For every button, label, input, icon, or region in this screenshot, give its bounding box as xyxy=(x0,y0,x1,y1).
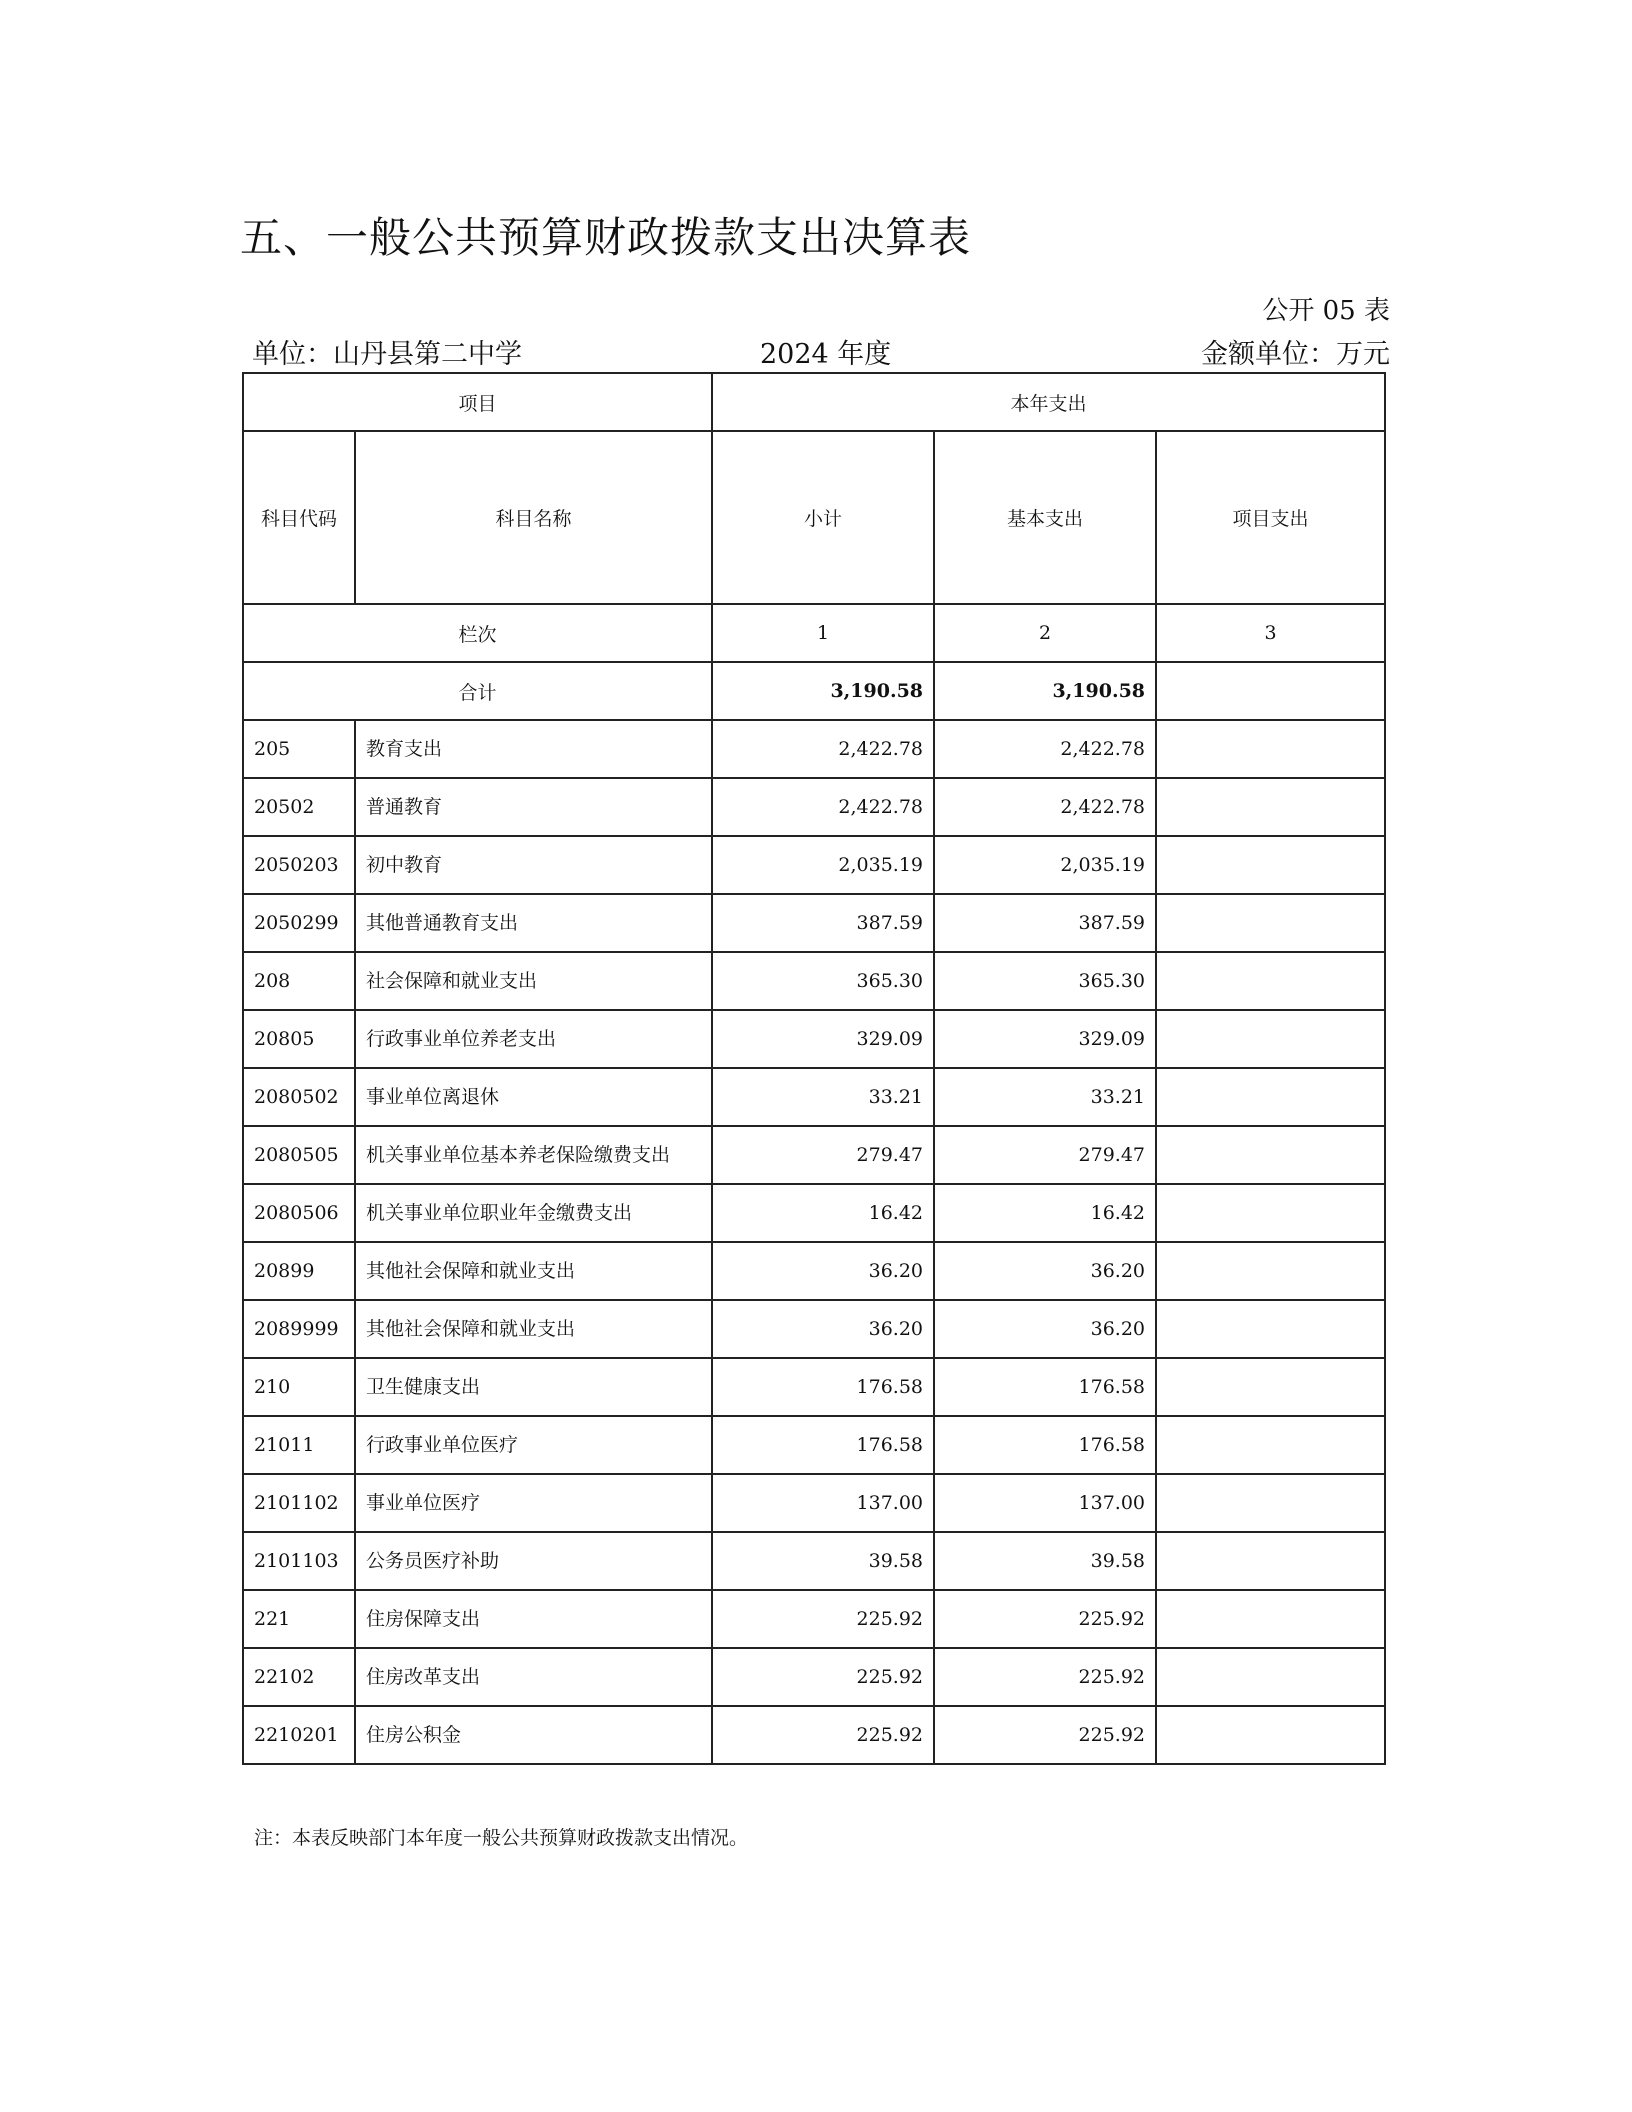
row-code: 20805 xyxy=(243,1010,355,1068)
table-row xyxy=(243,1532,1385,1590)
row-name-text: 行政事业单位养老支出 xyxy=(366,1028,557,1050)
row-name-text: 行政事业单位医疗 xyxy=(366,1434,519,1456)
table-row xyxy=(243,1184,1385,1242)
row-name xyxy=(355,1068,712,1126)
header-code: 科目代码 xyxy=(243,431,355,604)
row-code: 2080505 xyxy=(243,1126,355,1184)
table-row xyxy=(243,1474,1385,1532)
row-name-text: 事业单位离退休 xyxy=(366,1086,500,1108)
row-name xyxy=(355,836,712,894)
row-project xyxy=(1156,720,1385,778)
row-subtotal: 365.30 xyxy=(712,952,934,1010)
column-number-3: 3 xyxy=(1156,604,1385,662)
table-row xyxy=(243,778,1385,836)
row-basic: 2,422.78 xyxy=(934,720,1156,778)
row-basic: 176.58 xyxy=(934,1416,1156,1474)
row-basic: 365.30 xyxy=(934,952,1156,1010)
row-name-text: 社会保障和就业支出 xyxy=(366,970,538,992)
row-name xyxy=(355,1416,712,1474)
row-code: 22102 xyxy=(243,1648,355,1706)
row-project xyxy=(1156,1648,1385,1706)
row-name-text: 普通教育 xyxy=(366,796,443,818)
row-basic: 387.59 xyxy=(934,894,1156,952)
row-code: 2080506 xyxy=(243,1184,355,1242)
row-basic: 225.92 xyxy=(934,1590,1156,1648)
header-current-year-expense: 本年支出 xyxy=(712,373,1385,431)
row-project xyxy=(1156,1068,1385,1126)
row-name-text: 事业单位医疗 xyxy=(366,1492,481,1514)
row-basic: 137.00 xyxy=(934,1474,1156,1532)
table-row xyxy=(243,1126,1385,1184)
row-subtotal: 279.47 xyxy=(712,1126,934,1184)
row-name xyxy=(355,1184,712,1242)
expense-table xyxy=(242,372,1386,1765)
total-row xyxy=(243,662,1385,720)
table-row xyxy=(243,720,1385,778)
footnote: 注：本表反映部门本年度一般公共预算财政拨款支出情况。 xyxy=(254,1827,749,1849)
table-row xyxy=(243,1068,1385,1126)
row-name-text: 公务员医疗补助 xyxy=(366,1550,500,1572)
row-name xyxy=(355,1358,712,1416)
row-name xyxy=(355,952,712,1010)
header-subtotal: 小计 xyxy=(712,431,934,604)
unit-name: 单位：山丹县第二中学 xyxy=(252,339,522,370)
row-code: 2101102 xyxy=(243,1474,355,1532)
row-basic: 2,422.78 xyxy=(934,778,1156,836)
row-name-text: 初中教育 xyxy=(366,854,443,876)
row-project xyxy=(1156,1010,1385,1068)
row-project xyxy=(1156,1358,1385,1416)
row-code: 21011 xyxy=(243,1416,355,1474)
row-name xyxy=(355,1590,712,1648)
row-subtotal: 329.09 xyxy=(712,1010,934,1068)
row-subtotal: 2,422.78 xyxy=(712,778,934,836)
table-row xyxy=(243,952,1385,1010)
row-name xyxy=(355,778,712,836)
row-basic: 33.21 xyxy=(934,1068,1156,1126)
table-row xyxy=(243,1300,1385,1358)
table-row xyxy=(243,1648,1385,1706)
row-name-text: 住房保障支出 xyxy=(366,1608,481,1630)
header-name: 科目名称 xyxy=(355,431,712,604)
row-subtotal: 176.58 xyxy=(712,1358,934,1416)
row-basic: 279.47 xyxy=(934,1126,1156,1184)
row-project xyxy=(1156,1706,1385,1764)
row-subtotal: 16.42 xyxy=(712,1184,934,1242)
row-code: 2050203 xyxy=(243,836,355,894)
column-number-1: 1 xyxy=(712,604,934,662)
row-name xyxy=(355,1126,712,1184)
row-basic: 36.20 xyxy=(934,1242,1156,1300)
row-subtotal: 137.00 xyxy=(712,1474,934,1532)
table-row xyxy=(243,1706,1385,1764)
row-basic: 225.92 xyxy=(934,1706,1156,1764)
row-basic: 176.58 xyxy=(934,1358,1156,1416)
table-row xyxy=(243,1358,1385,1416)
row-name-text: 住房公积金 xyxy=(366,1724,462,1746)
table-row xyxy=(243,1242,1385,1300)
row-subtotal: 2,035.19 xyxy=(712,836,934,894)
page-title: 五、一般公共预算财政拨款支出决算表 xyxy=(240,213,972,262)
row-subtotal: 2,422.78 xyxy=(712,720,934,778)
row-code: 205 xyxy=(243,720,355,778)
total-basic: 3,190.58 xyxy=(934,662,1156,720)
row-code: 2089999 xyxy=(243,1300,355,1358)
row-name xyxy=(355,1706,712,1764)
column-number-row xyxy=(243,604,1385,662)
row-name-text: 住房改革支出 xyxy=(366,1666,481,1688)
row-code: 2050299 xyxy=(243,894,355,952)
row-name xyxy=(355,1648,712,1706)
row-code: 2210201 xyxy=(243,1706,355,1764)
row-subtotal: 225.92 xyxy=(712,1706,934,1764)
row-subtotal: 39.58 xyxy=(712,1532,934,1590)
row-subtotal: 36.20 xyxy=(712,1242,934,1300)
column-number-label: 栏次 xyxy=(243,604,712,662)
row-name xyxy=(355,1242,712,1300)
row-subtotal: 176.58 xyxy=(712,1416,934,1474)
row-name-text: 教育支出 xyxy=(366,738,443,760)
row-basic: 225.92 xyxy=(934,1648,1156,1706)
total-project xyxy=(1156,662,1385,720)
row-subtotal: 225.92 xyxy=(712,1648,934,1706)
row-name-text: 其他普通教育支出 xyxy=(366,912,519,934)
header-row-2 xyxy=(243,431,1385,604)
row-name-text: 机关事业单位基本养老保险缴费支出 xyxy=(366,1144,671,1166)
row-basic: 2,035.19 xyxy=(934,836,1156,894)
table-number: 公开 05 表 xyxy=(1262,296,1390,326)
fiscal-year: 2024 年度 xyxy=(760,339,892,370)
total-subtotal: 3,190.58 xyxy=(712,662,934,720)
row-subtotal: 225.92 xyxy=(712,1590,934,1648)
row-code: 2080502 xyxy=(243,1068,355,1126)
table-row xyxy=(243,1590,1385,1648)
row-project xyxy=(1156,778,1385,836)
row-name xyxy=(355,894,712,952)
row-name xyxy=(355,1474,712,1532)
row-basic: 329.09 xyxy=(934,1010,1156,1068)
row-project xyxy=(1156,1126,1385,1184)
row-code: 2101103 xyxy=(243,1532,355,1590)
row-subtotal: 387.59 xyxy=(712,894,934,952)
row-project xyxy=(1156,1300,1385,1358)
row-project xyxy=(1156,1242,1385,1300)
row-name xyxy=(355,1010,712,1068)
table-row xyxy=(243,1416,1385,1474)
row-name-text: 其他社会保障和就业支出 xyxy=(366,1260,576,1282)
row-project xyxy=(1156,1184,1385,1242)
header-basic: 基本支出 xyxy=(934,431,1156,604)
row-project xyxy=(1156,1590,1385,1648)
row-basic: 36.20 xyxy=(934,1300,1156,1358)
row-code: 208 xyxy=(243,952,355,1010)
header-item: 项目 xyxy=(243,373,712,431)
row-code: 210 xyxy=(243,1358,355,1416)
row-basic: 16.42 xyxy=(934,1184,1156,1242)
row-subtotal: 33.21 xyxy=(712,1068,934,1126)
column-number-2: 2 xyxy=(934,604,1156,662)
table-row xyxy=(243,1010,1385,1068)
row-subtotal: 36.20 xyxy=(712,1300,934,1358)
amount-unit: 金额单位：万元 xyxy=(1201,339,1390,370)
table-row xyxy=(243,836,1385,894)
row-name-text: 机关事业单位职业年金缴费支出 xyxy=(366,1202,633,1224)
row-project xyxy=(1156,1416,1385,1474)
row-project xyxy=(1156,836,1385,894)
total-label: 合计 xyxy=(243,662,712,720)
table-row xyxy=(243,894,1385,952)
row-basic: 39.58 xyxy=(934,1532,1156,1590)
row-code: 20502 xyxy=(243,778,355,836)
row-name xyxy=(355,1532,712,1590)
row-name-text: 其他社会保障和就业支出 xyxy=(366,1318,576,1340)
row-code: 20899 xyxy=(243,1242,355,1300)
row-name-text: 卫生健康支出 xyxy=(366,1376,481,1398)
row-project xyxy=(1156,894,1385,952)
row-project xyxy=(1156,952,1385,1010)
row-project xyxy=(1156,1474,1385,1532)
header-project: 项目支出 xyxy=(1156,431,1385,604)
row-project xyxy=(1156,1532,1385,1590)
header-row-1 xyxy=(243,373,1385,431)
row-name xyxy=(355,1300,712,1358)
row-name xyxy=(355,720,712,778)
row-code: 221 xyxy=(243,1590,355,1648)
